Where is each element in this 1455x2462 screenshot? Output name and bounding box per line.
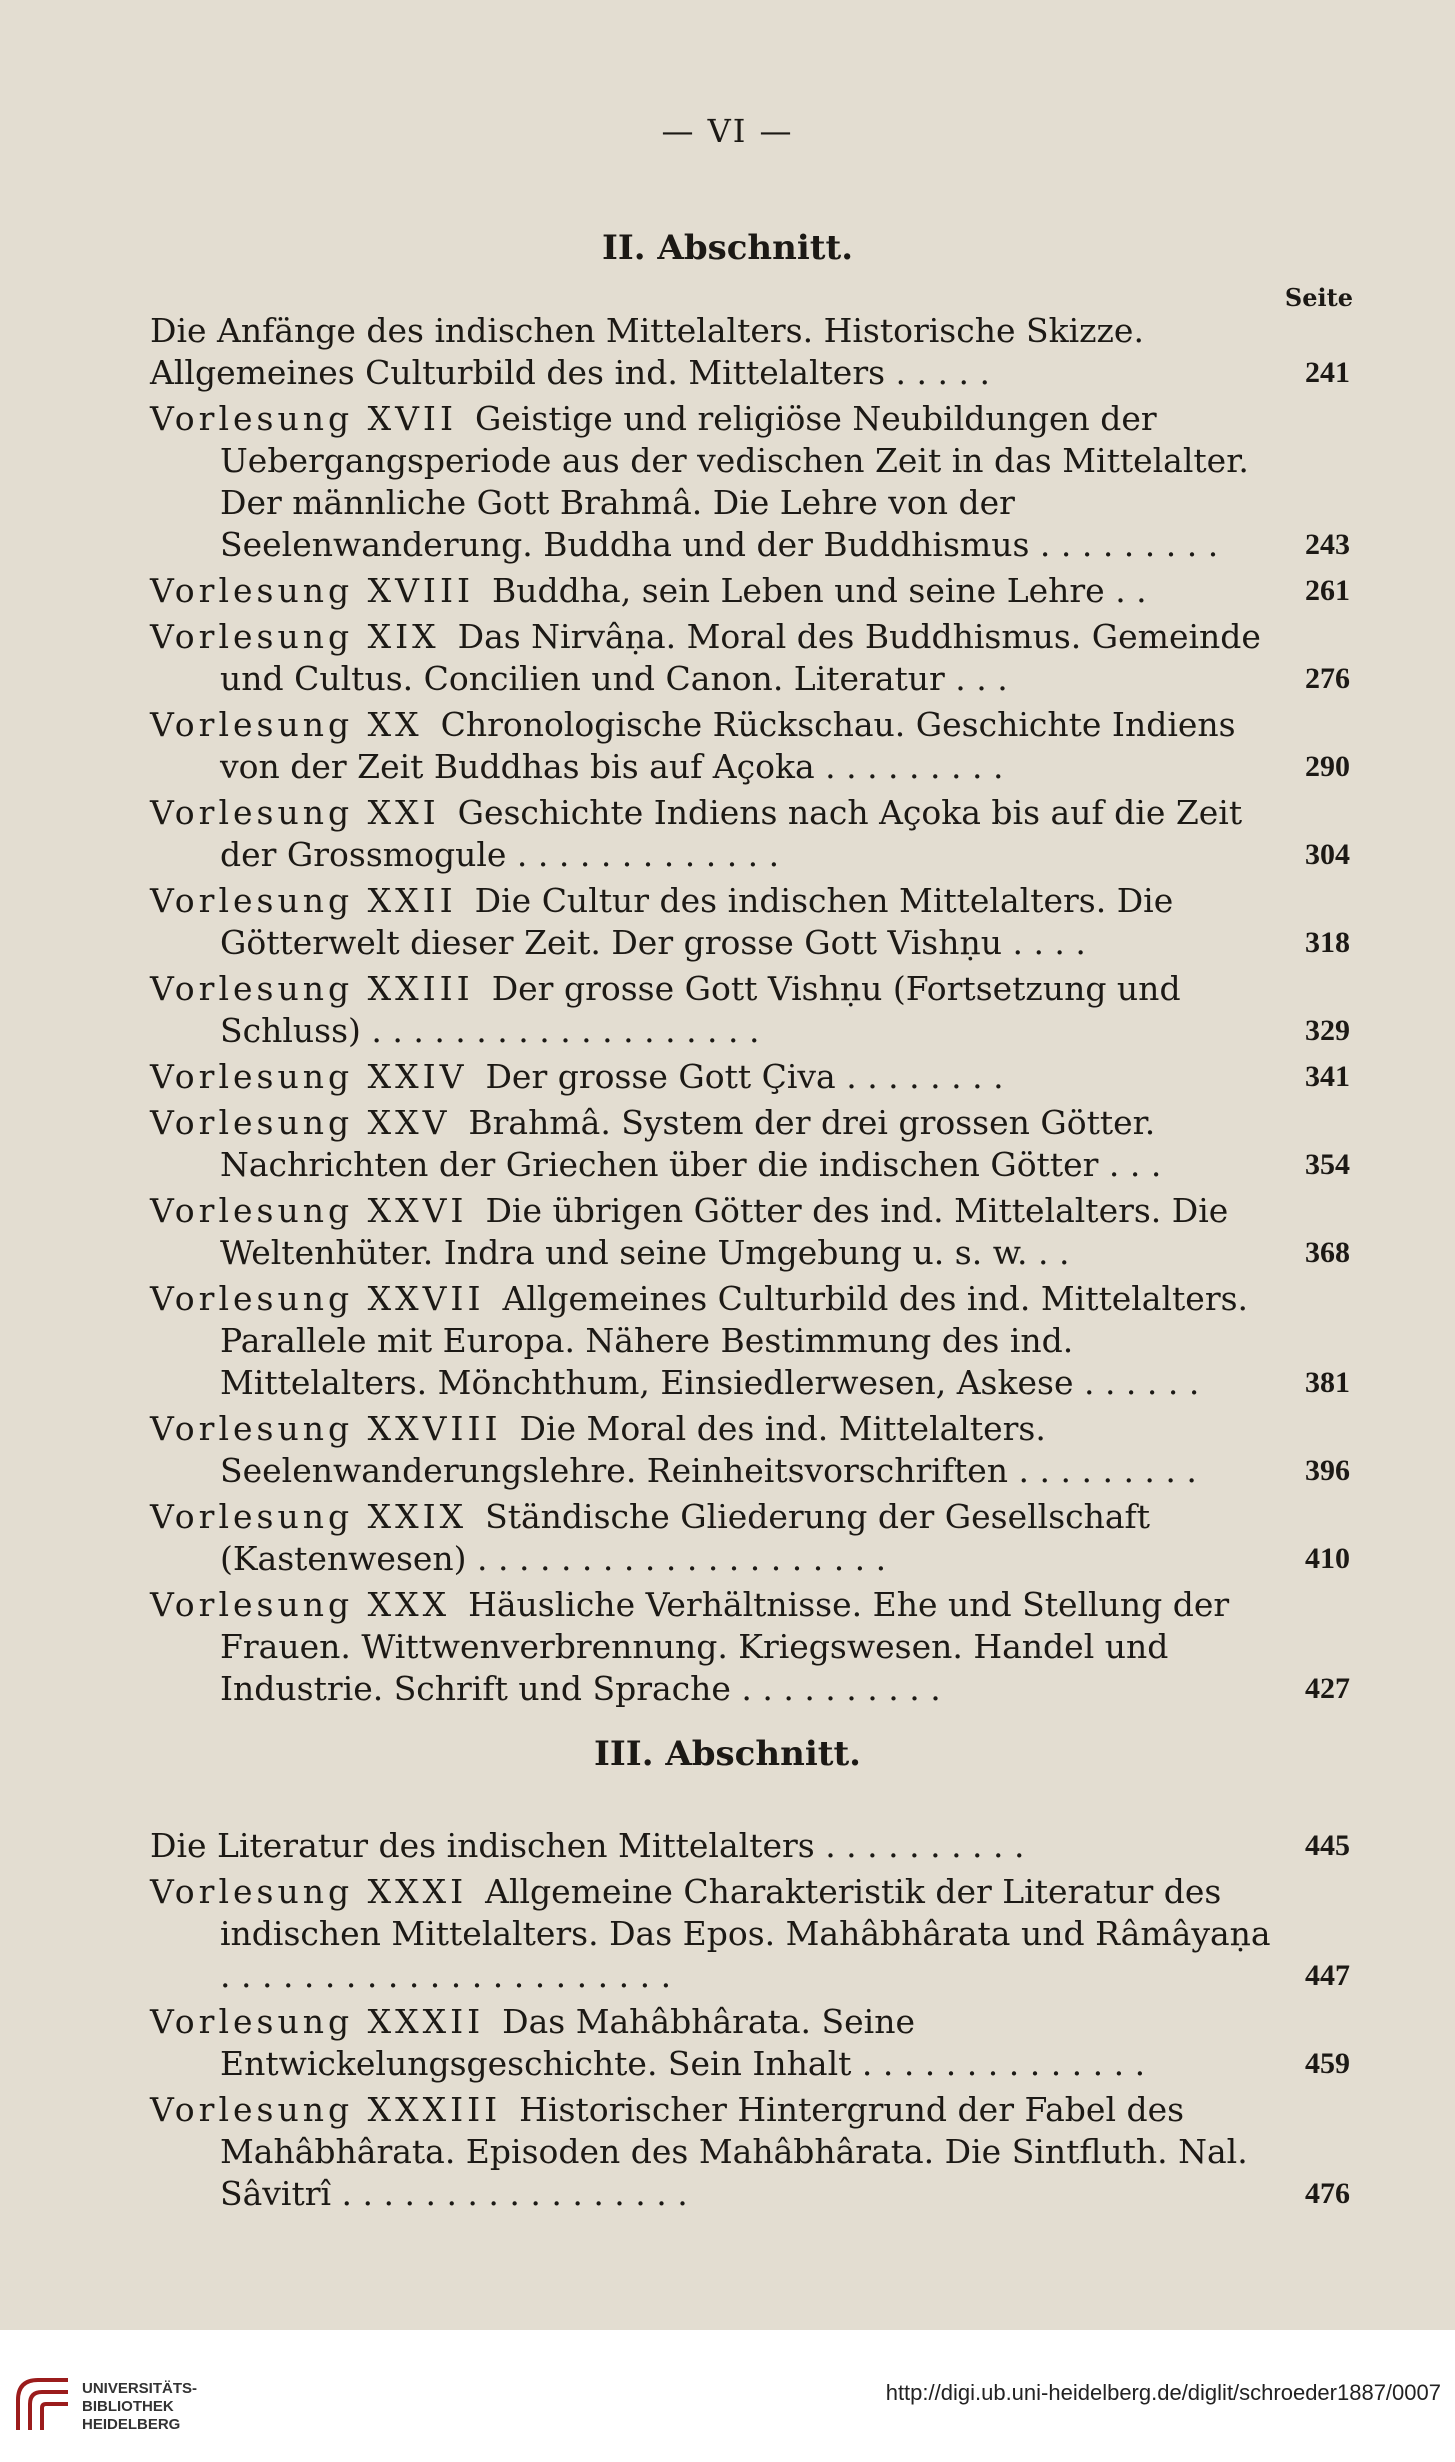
- page-ref: 447: [1305, 1959, 1350, 1992]
- entry-title: Der grosse Gott Çiva . . . . . . . .: [485, 1057, 1004, 1096]
- toc-lecture-entry: [150, 704, 1350, 788]
- toc-lecture-entry: [150, 1102, 1350, 1186]
- lecture-label: Vorlesung XXVIII: [150, 1409, 502, 1448]
- toc-lecture-entry: [150, 1496, 1350, 1580]
- page-ref: 476: [1305, 2177, 1350, 2210]
- lecture-label: Vorlesung XXXII: [150, 2002, 485, 2041]
- page-ref: 396: [1305, 1454, 1350, 1487]
- page-ref: 410: [1305, 1542, 1350, 1575]
- toc-lecture-entry: [150, 1871, 1350, 1997]
- toc-lecture-entry: [150, 570, 1350, 612]
- entry-title: Allgemeines Culturbild des ind. Mittelalters. Parallele mit Europa. Nähere Bestimmung des ind. Mittelalters. Mönchthum, Einsiedlerwesen, Askese . . . . . .: [220, 1279, 1249, 1402]
- lecture-label: Vorlesung XXI: [150, 793, 440, 832]
- page-number: — VI —: [661, 112, 794, 150]
- entry-title: Chronologische Rückschau. Geschichte Indiens von der Zeit Buddhas bis auf Açoka . . . . . . . . .: [220, 705, 1236, 786]
- entry-text: [150, 310, 1290, 394]
- toc-lecture-entry: [150, 1056, 1350, 1098]
- lecture-label: Vorlesung XXII: [150, 881, 457, 920]
- toc-lecture-entry: [150, 880, 1350, 964]
- lecture-label: Vorlesung XXV: [150, 1103, 451, 1142]
- page-ref: 304: [1305, 838, 1350, 871]
- page-ref: 354: [1305, 1148, 1350, 1181]
- lecture-label: Vorlesung XXXIII: [150, 2090, 502, 2129]
- section-ii-entries: [150, 310, 1350, 1714]
- toc-chapter-entry: [150, 310, 1350, 394]
- entry-title: Die Cultur des indischen Mittelalters. Die Götterwelt dieser Zeit. Der grosse Gott Vishṇu . . . .: [220, 881, 1174, 962]
- entry-title: Häusliche Verhältnisse. Ehe und Stellung der Frauen. Wittwenverbrennung. Kriegswesen. Handel und Industrie. Schrift und Sprache . . . . . . . . . .: [220, 1585, 1230, 1708]
- entry-text: [150, 1408, 1290, 1492]
- page-ref: 243: [1305, 528, 1350, 561]
- page-ref: 341: [1305, 1060, 1350, 1093]
- toc-lecture-entry: [150, 968, 1350, 1052]
- entry-text: [150, 1496, 1290, 1580]
- entry-text: [150, 792, 1290, 876]
- lecture-label: Vorlesung XXX: [150, 1585, 451, 1624]
- lecture-label: Vorlesung XXIV: [150, 1057, 468, 1096]
- entry-text: [150, 704, 1290, 788]
- entry-title: Das Mahâbhârata. Seine Entwickelungsgeschichte. Sein Inhalt . . . . . . . . . . . . . .: [220, 2002, 1146, 2083]
- toc-lecture-entry: [150, 1408, 1350, 1492]
- toc-chapter-entry: [150, 1825, 1350, 1867]
- entry-text: [150, 398, 1290, 566]
- entry-text: [150, 1584, 1290, 1710]
- entry-title: Historischer Hintergrund der Fabel des Mahâbhârata. Episoden des Mahâbhârata. Die Sintfluth. Nal. Sâvitrî . . . . . . . . . . . . . . . . .: [220, 2090, 1248, 2213]
- footer: [0, 2330, 1455, 2462]
- entry-text: [150, 1190, 1290, 1274]
- page-ref: 381: [1305, 1366, 1350, 1399]
- lecture-label: Vorlesung XVII: [150, 399, 457, 438]
- seite-column-label: Seite: [1284, 283, 1353, 312]
- entry-text: [150, 1825, 1290, 1867]
- entry-title: Ständische Gliederung der Gesellschaft (Kastenwesen) . . . . . . . . . . . . . . . . . . . .: [220, 1497, 1151, 1578]
- page-ref: 318: [1305, 926, 1350, 959]
- section-title-iii: III. Abschnitt.: [594, 1734, 861, 1774]
- page-ref: 276: [1305, 662, 1350, 695]
- entry-text: [150, 880, 1290, 964]
- section-iii-entries: [150, 1825, 1350, 2219]
- entry-title: Geschichte Indiens nach Açoka bis auf die Zeit der Grossmogule . . . . . . . . . . . . .: [220, 793, 1243, 874]
- page-ref: 261: [1305, 574, 1350, 607]
- entry-title: Die Anfänge des indischen Mittelalters. Historische Skizze. Allgemeines Culturbild des ind. Mittelalters . . . . .: [150, 311, 1144, 392]
- toc-lecture-entry: [150, 2001, 1350, 2085]
- page-ref: 445: [1305, 1829, 1350, 1862]
- lecture-label: Vorlesung XX: [150, 705, 423, 744]
- entry-title: Die übrigen Götter des ind. Mittelalters. Die Weltenhüter. Indra und seine Umgebung u. s. w. . .: [220, 1191, 1229, 1272]
- lecture-label: Vorlesung XIX: [150, 617, 440, 656]
- entry-title: Das Nirvâṇa. Moral des Buddhismus. Gemeinde und Cultus. Concilien und Canon. Literatur . . .: [220, 617, 1261, 698]
- source-url[interactable]: http://digi.ub.uni-heidelberg.de/diglit/schroeder1887/0007: [885, 2380, 1441, 2405]
- page-ref: 368: [1305, 1236, 1350, 1269]
- page-ref: 329: [1305, 1014, 1350, 1047]
- entry-title: Brahmâ. System der drei grossen Götter. Nachrichten der Griechen über die indischen Götter . . .: [220, 1103, 1162, 1184]
- entry-title: Allgemeine Charakteristik der Literatur des indischen Mittelalters. Das Epos. Mahâbhârata und Râmâyaṇa . . . . . . . . . . . . . . . . . . . . . .: [220, 1872, 1271, 1995]
- entry-title: Die Literatur des indischen Mittelalters . . . . . . . . . .: [150, 1826, 1025, 1865]
- lecture-label: Vorlesung XXIX: [150, 1497, 468, 1536]
- toc-lecture-entry: [150, 1278, 1350, 1404]
- lecture-label: Vorlesung XXVI: [150, 1191, 468, 1230]
- entry-text: [150, 2089, 1290, 2215]
- page-ref: 241: [1305, 356, 1350, 389]
- entry-title: Buddha, sein Leben und seine Lehre . .: [492, 571, 1147, 610]
- toc-lecture-entry: [150, 2089, 1350, 2215]
- entry-text: [150, 1871, 1290, 1997]
- entry-text: [150, 1102, 1290, 1186]
- toc-lecture-entry: [150, 398, 1350, 566]
- page-ref: 459: [1305, 2047, 1350, 2080]
- entry-text: [150, 968, 1290, 1052]
- entry-text: [150, 1278, 1290, 1404]
- lecture-label: Vorlesung XXVII: [150, 1279, 485, 1318]
- entry-title: Geistige und religiöse Neubildungen der Uebergangsperiode aus der vedischen Zeit in das Mittelalter. Der männliche Gott Brahmâ. Die Lehre von der Seelenwanderung. Buddha und der Buddhismus . . . . . . . . .: [220, 399, 1249, 564]
- toc-lecture-entry: [150, 792, 1350, 876]
- lecture-label: Vorlesung XXIII: [150, 969, 474, 1008]
- page-ref: 290: [1305, 750, 1350, 783]
- entry-title: Die Moral des ind. Mittelalters. Seelenwanderungslehre. Reinheitsvorschriften . . . . . . . . .: [220, 1409, 1197, 1490]
- toc-lecture-entry: [150, 1584, 1350, 1710]
- lecture-label: Vorlesung XXXI: [150, 1872, 468, 1911]
- entry-text: [150, 2001, 1290, 2085]
- library-name: UNIVERSITÄTS- BIBLIOTHEK HEIDELBERG: [82, 2380, 198, 2433]
- toc-lecture-entry: [150, 616, 1350, 700]
- lecture-label: Vorlesung XVIII: [150, 571, 475, 610]
- entry-title: Der grosse Gott Vishṇu (Fortsetzung und Schluss) . . . . . . . . . . . . . . . . . . .: [220, 969, 1181, 1050]
- toc-lecture-entry: [150, 1190, 1350, 1274]
- section-title-ii: II. Abschnitt.: [601, 228, 854, 268]
- entry-text: [150, 570, 1290, 612]
- entry-text: [150, 1056, 1290, 1098]
- page-ref: 427: [1305, 1672, 1350, 1705]
- entry-text: [150, 616, 1290, 700]
